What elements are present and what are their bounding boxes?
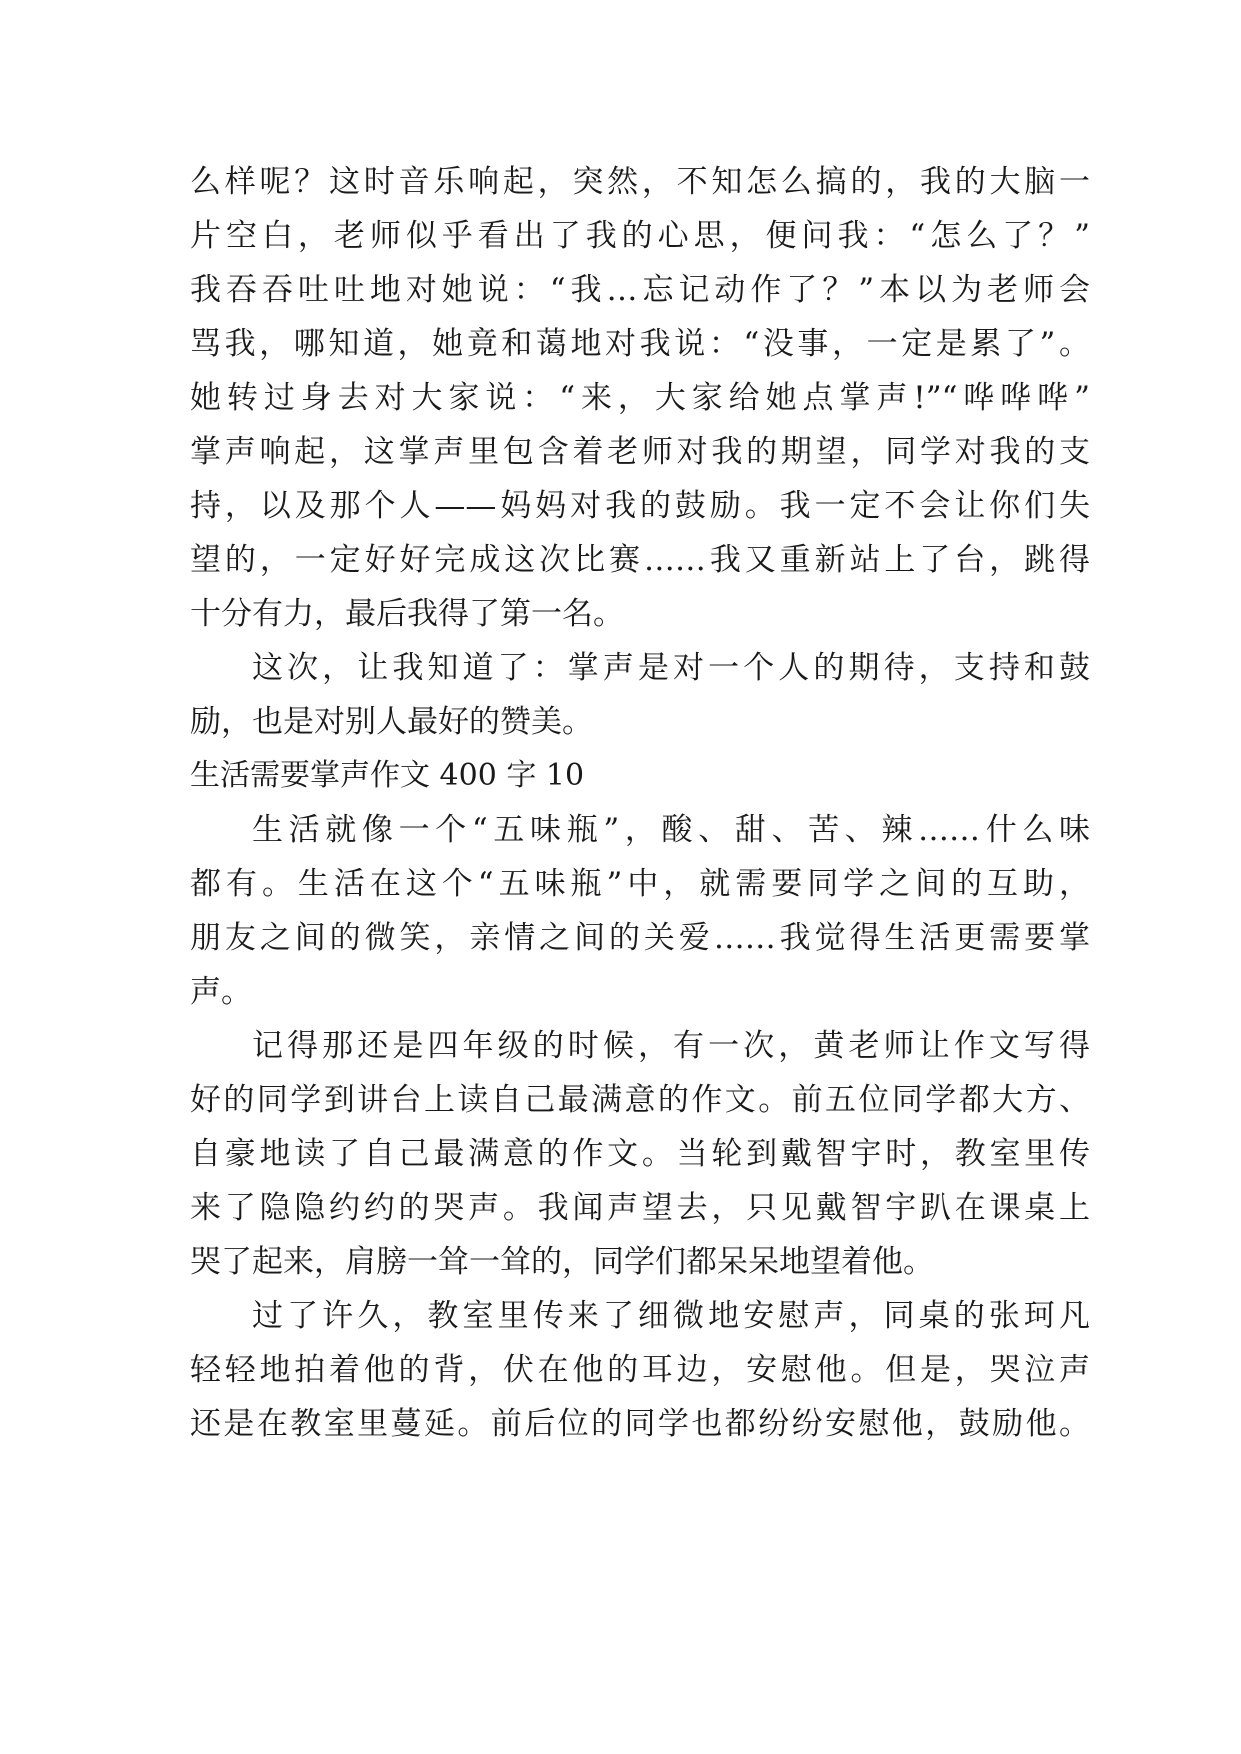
text-line: 还是在教室里蔓延。前后位的同学也都纷纷安慰他，鼓励他。 (190, 1406, 1090, 1442)
text-line: 望的，一定好好完成这次比赛……我又重新站上了台，跳得 (190, 542, 1090, 578)
text-line: 掌声响起，这掌声里包含着老师对我的期望，同学对我的支 (190, 434, 1090, 470)
paragraph-first-line: 生活就像一个“五味瓶”，酸、甜、苦、辣……什么味 (252, 812, 1090, 848)
essay-body (190, 155, 1090, 1451)
text-line: 她转过身去对大家说：“来，大家给她点掌声!”“哗哗哗” (190, 380, 1090, 416)
text-line: 自豪地读了自己最满意的作文。当轮到戴智宇时，教室里传 (190, 1136, 1090, 1172)
text-line: 我吞吞吐吐地对她说：“我…忘记动作了？”本以为老师会 (190, 272, 1090, 308)
text-line: 么样呢？这时音乐响起，突然，不知怎么搞的，我的大脑一 (190, 164, 1090, 200)
text-line: 片空白，老师似乎看出了我的心思，便问我：“怎么了？” (190, 218, 1090, 254)
text-line: 来了隐隐约约的哭声。我闻声望去，只见戴智宇趴在课桌上 (190, 1190, 1090, 1226)
text-line: 骂我，哪知道，她竟和蔼地对我说：“没事，一定是累了”。 (190, 326, 1090, 362)
text-line: 好的同学到讲台上读自己最满意的作文。前五位同学都大方、 (190, 1082, 1090, 1118)
text-line: 都有。生活在这个“五味瓶”中，就需要同学之间的互助， (190, 866, 1090, 902)
text-line: 哭了起来，肩膀一耸一耸的，同学们都呆呆地望着他。 (190, 1244, 934, 1280)
paragraph-first-line: 这次，让我知道了：掌声是对一个人的期待，支持和鼓 (252, 650, 1090, 686)
section-heading: 生活需要掌声作文 400 字 10 (190, 758, 585, 793)
text-line: 朋友之间的微笑，亲情之间的关爱……我觉得生活更需要掌 (190, 920, 1090, 956)
paragraph-first-line: 过了许久，教室里传来了细微地安慰声，同桌的张珂凡 (252, 1298, 1090, 1334)
text-line: 声。 (190, 974, 252, 1010)
text-line: 励，也是对别人最好的赞美。 (190, 704, 593, 740)
text-line: 持，以及那个人——妈妈对我的鼓励。我一定不会让你们失 (190, 488, 1090, 524)
text-line: 轻轻地拍着他的背，伏在他的耳边，安慰他。但是，哭泣声 (190, 1352, 1090, 1388)
paragraph-first-line: 记得那还是四年级的时候，有一次，黄老师让作文写得 (252, 1028, 1090, 1064)
text-line: 十分有力，最后我得了第一名。 (190, 596, 624, 632)
